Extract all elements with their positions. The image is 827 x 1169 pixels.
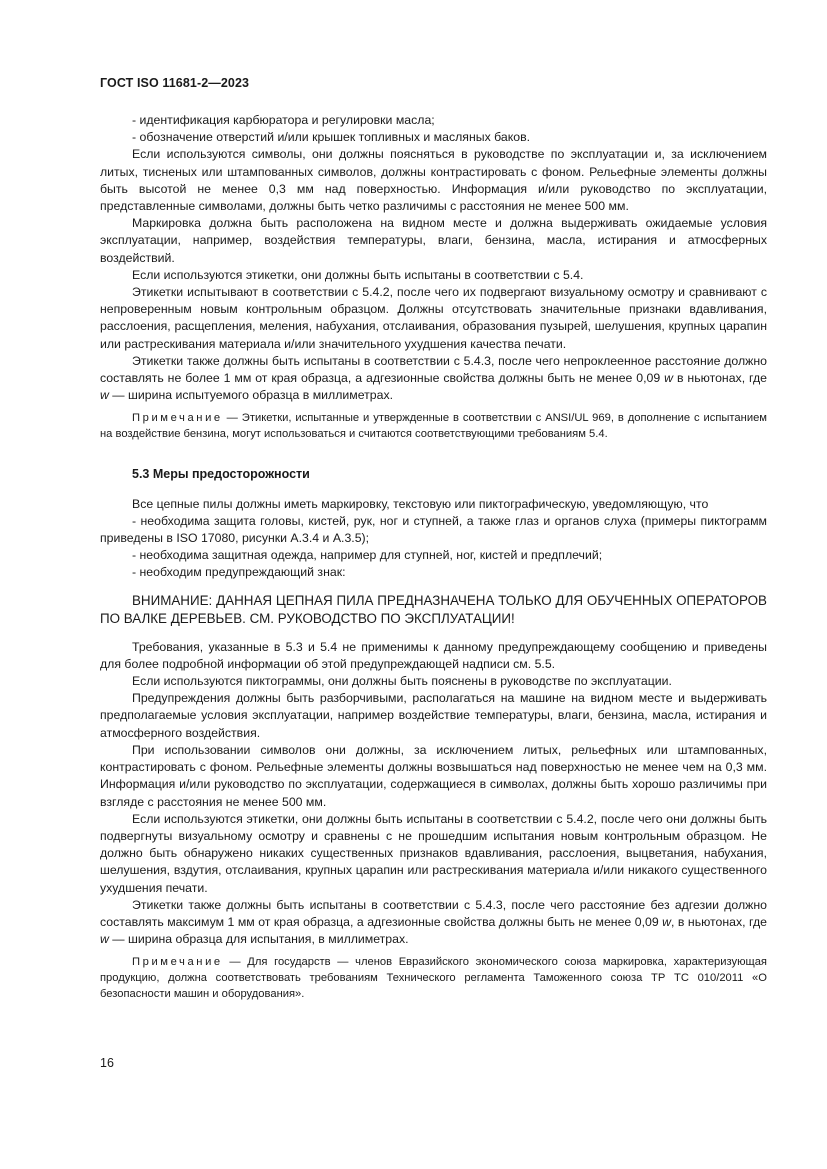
paragraph-symbols: Если используются символы, они должны поясняться в руководстве по эксплуатации и, за исключением литых, тисненых или штампованных символов, должны контрастировать с фоном. Рельефные элементы должны быть высотой не менее 0,3 мм над поверхностью. Информация и/или руководство по эксплуатации, представленные символами, должны быть четко различимы с расстояния не менее 500 мм. [100,147,767,214]
note-ansi: Примечание — Этикетки, испытанные и утвержденные в соответствии с ANSI/UL 969, в дополнение с испытанием на воздействие бензина, могут использоваться и считаются соответствующими требованиям 5.4. [100,412,767,441]
paragraph-labels-adhesion-2: Этикетки также должны быть испытаны в соответствии с 5.4.3, после чего расстояние без адгезии должно составлять максимум 1 мм от края образца, а адгезионные свойства должны быть не менее 0,09 w, в ньютонах, где w — ширина образца для испытания, в миллиметрах. [100,897,767,947]
list-item-clothing: - необходима защитная одежда, например для ступней, ног, кистей и предплечий; [132,548,603,563]
document-header: ГОСТ ISO 11681-2—2023 [100,76,250,90]
list-item-warning-sign: - необходим предупреждающий знак: [132,565,346,580]
paragraph-labels-inspection: Этикетки испытывают в соответствии с 5.4.2, после чего их подвергают визуальному осмотру и сравнивают с непроверенным новым контрольным образцом. Должны отсутствовать значительные признаки вдавливания, расслоения, расщепления, меления, набухания, отслаивания, образования пузырей, шелушения, крупных царапин или растрескивания материала и/или значительного ухудшения качества печати. [100,285,767,351]
paragraph-requirements: Требования, указанные в 5.3 и 5.4 не применимы к данному предупреждающему сообщению и приведены для более подробной информации об этой предупреждающей надписи см. 5.5. [100,639,767,671]
paragraph-pictograms: Если используются пиктограммы, они должны быть пояснены в руководстве по эксплуатации. [132,674,672,689]
list-item-protection: - необходима защита головы, кистей, рук, ног и ступней, а также глаз и органов слуха (примеры пиктограмм приведены в ISO 17080, рисунки А.3.4 и А.3.5); [100,513,767,546]
section-title: 5.3 Меры предосторожности [132,467,310,482]
warning-text: ВНИМАНИЕ: ДАННАЯ ЦЕПНАЯ ПИЛА ПРЕДНАЗНАЧЕНА ТОЛЬКО ДЛЯ ОБУЧЕННЫХ ОПЕРАТОРОВ ПО ВАЛКЕ ДЕРЕВЬЕВ. СМ. РУКОВОДСТВО ПО ЭКСПЛУАТАЦИИ! [100,592,767,627]
note-label: Примечание [132,956,223,969]
paragraph-labels-adhesion: Этикетки также должны быть испытаны в соответствии с 5.4.3, после чего непроклеенное расстояние должно составлять не более 1 мм от края образца, а адгезионные свойства должны быть не менее 0,09 w в ньютонах, где w — ширина испытуемого образца в миллиметрах. [100,353,767,403]
note-eaeu: Примечание — Для государств — членов Евразийского экономического союза маркировка, характеризующая продукцию, должна соответствовать требованиям Технического регламента Таможенного союза ТР ТС 010/2011 «О безопасности машин и оборудования». [100,956,767,1001]
list-item-carburetor: - идентификация карбюратора и регулировки масла; [132,113,435,127]
list-item-tank-caps: - обозначение отверстий и/или крышек топливных и масляных баков. [132,130,531,145]
page-number: 16 [100,1056,114,1070]
page-content [100,112,767,1002]
section-intro: Все цепные пилы должны иметь маркировку, текстовую или пиктографическую, уведомляющую, что [132,496,709,511]
paragraph-marking-location: Маркировка должна быть расположена на видном месте и должна выдерживать ожидаемые условия эксплуатации, например, воздействия температуры, влаги, бензина, масла, истирания и атмосферных воздействий. [100,216,767,265]
note-label: Примечание [132,412,223,425]
paragraph-labels-visual: Если используются этикетки, они должны быть испытаны в соответствии с 5.4.2, после чего они должны быть подвергнуты визуальному осмотру и сравнены с не прошедшим испытания новым контрольным образцом. Не должно быть обнаружено никаких существенных признаков вдавливания, расслоения, выцветания, набухания, шелушения, вздутия, отслаивания, крупных царапин или растрескивания материала и/или никакого существенного ухудшения печати. [100,811,767,895]
paragraph-warnings-legible: Предупреждения должны быть разборчивыми, располагаться на машине на видном месте и выдерживать предполагаемые условия эксплуатации, например воздействие температуры, влаги, бензина, масла, истирания и атмосферного воздействия. [100,691,767,740]
paragraph-labels-test: Если используются этикетки, они должны быть испытаны в соответствии с 5.4. [132,267,584,282]
paragraph-symbols-contrast: При использовании символов они должны, за исключением литых, рельефных или штампованных, контрастировать с фоном. Рельефные элементы должны возвышаться над поверхностью не менее чем на 0,3 мм. Информация и/или руководство по эксплуатации, содержащиеся в символах, должны быть хорошо различимы при взгляде с расстояния не менее 500 мм. [100,742,767,809]
